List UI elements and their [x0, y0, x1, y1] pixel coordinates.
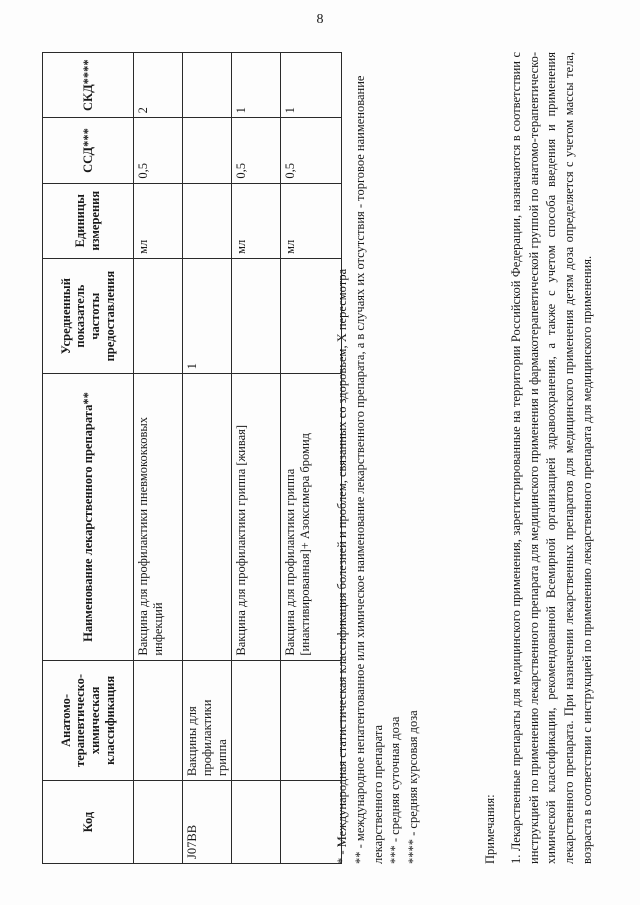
cell-ssd: [183, 118, 232, 183]
header-skd: СКД****: [43, 53, 134, 118]
header-drug-name: Наименование лекарственного препарата**: [43, 374, 134, 660]
cell-frequency: 1: [183, 258, 232, 373]
footnote-inn: ** - международное непатентованное или химическое наименование лекарственного препарата, а в случаях их отсутствия - торговое наименование лекарственного препарата: [352, 75, 385, 864]
cell-atc: [134, 660, 183, 781]
cell-code: J07BB: [183, 781, 232, 864]
cell-code: [281, 781, 342, 864]
cell-drug-name: Вакцина для профилактики гриппа [инактивированная]+ Азоксимера бромид: [281, 374, 342, 660]
table-row: [232, 53, 281, 864]
header-atc: Анатомо-терапевтическо-химическая классификация: [43, 660, 134, 781]
note-item: 1. Лекарственные препараты для медицинского применения, зарегистрированные на территории Российской Федерации, назначаются в соответствии с инструкцией по применению лекарственного препарата для медицинского применения и фармакотерапевтической группой по анатомо-терапевтическо-химической классификации, рекомендованной Всемирной организацией здравоохранения, а также с учетом способа введения и применения лекарственного препарата. При назначении лекарственных препаратов для медицинского применения детям доза определяется с учетом массы тела, возраста в соответствии с инструкцией по применению лекарственного препарата для медицинского применения.: [508, 52, 594, 864]
header-frequency: Усредненный показатель частоты предоставления: [43, 258, 134, 373]
cell-skd: 1: [232, 53, 281, 118]
header-unit: Единицы измерения: [43, 183, 134, 258]
table-row: [183, 53, 232, 864]
cell-unit: мл: [134, 183, 183, 258]
cell-skd: 1: [281, 53, 342, 118]
footnotes: [334, 52, 423, 864]
table-header-row: [43, 53, 134, 864]
cell-atc: Вакцины для профилактики гриппа: [183, 660, 232, 781]
cell-frequency: [232, 258, 281, 373]
cell-atc: [281, 660, 342, 781]
footnote-skd: **** - средняя курсовая доза: [406, 710, 420, 864]
cell-drug-name: Вакцина для профилактики гриппа [живая]: [232, 374, 281, 660]
cell-atc: [232, 660, 281, 781]
footnote-ssd: *** - средняя суточная доза: [388, 716, 403, 864]
cell-ssd: 0,5: [134, 118, 183, 183]
notes-section: [482, 52, 597, 864]
cell-drug-name: Вакцина для профилактики пневмококковых инфекций: [134, 374, 183, 660]
cell-code: [232, 781, 281, 864]
footnote-icd: * - Международная статистическая классификация болезней и проблем, связанных со здоровьем, X пересмотра: [335, 268, 349, 864]
header-code: Код: [43, 781, 134, 864]
cell-ssd: 0,5: [232, 118, 281, 183]
cell-frequency: [134, 258, 183, 373]
drug-table: [42, 52, 342, 864]
table-row: [134, 53, 183, 864]
cell-skd: [183, 53, 232, 118]
cell-code: [134, 781, 183, 864]
header-ssd: ССД***: [43, 118, 134, 183]
cell-ssd: 0,5: [281, 118, 342, 183]
cell-unit: мл: [232, 183, 281, 258]
cell-drug-name: [183, 374, 232, 660]
notes-title: Примечания:: [483, 794, 497, 864]
cell-unit: [183, 183, 232, 258]
cell-frequency: [281, 258, 342, 373]
table-row: [281, 53, 342, 864]
page-number: 8: [316, 12, 324, 27]
rotated-page-content: [42, 44, 602, 864]
cell-unit: мл: [281, 183, 342, 258]
cell-skd: 2: [134, 53, 183, 118]
